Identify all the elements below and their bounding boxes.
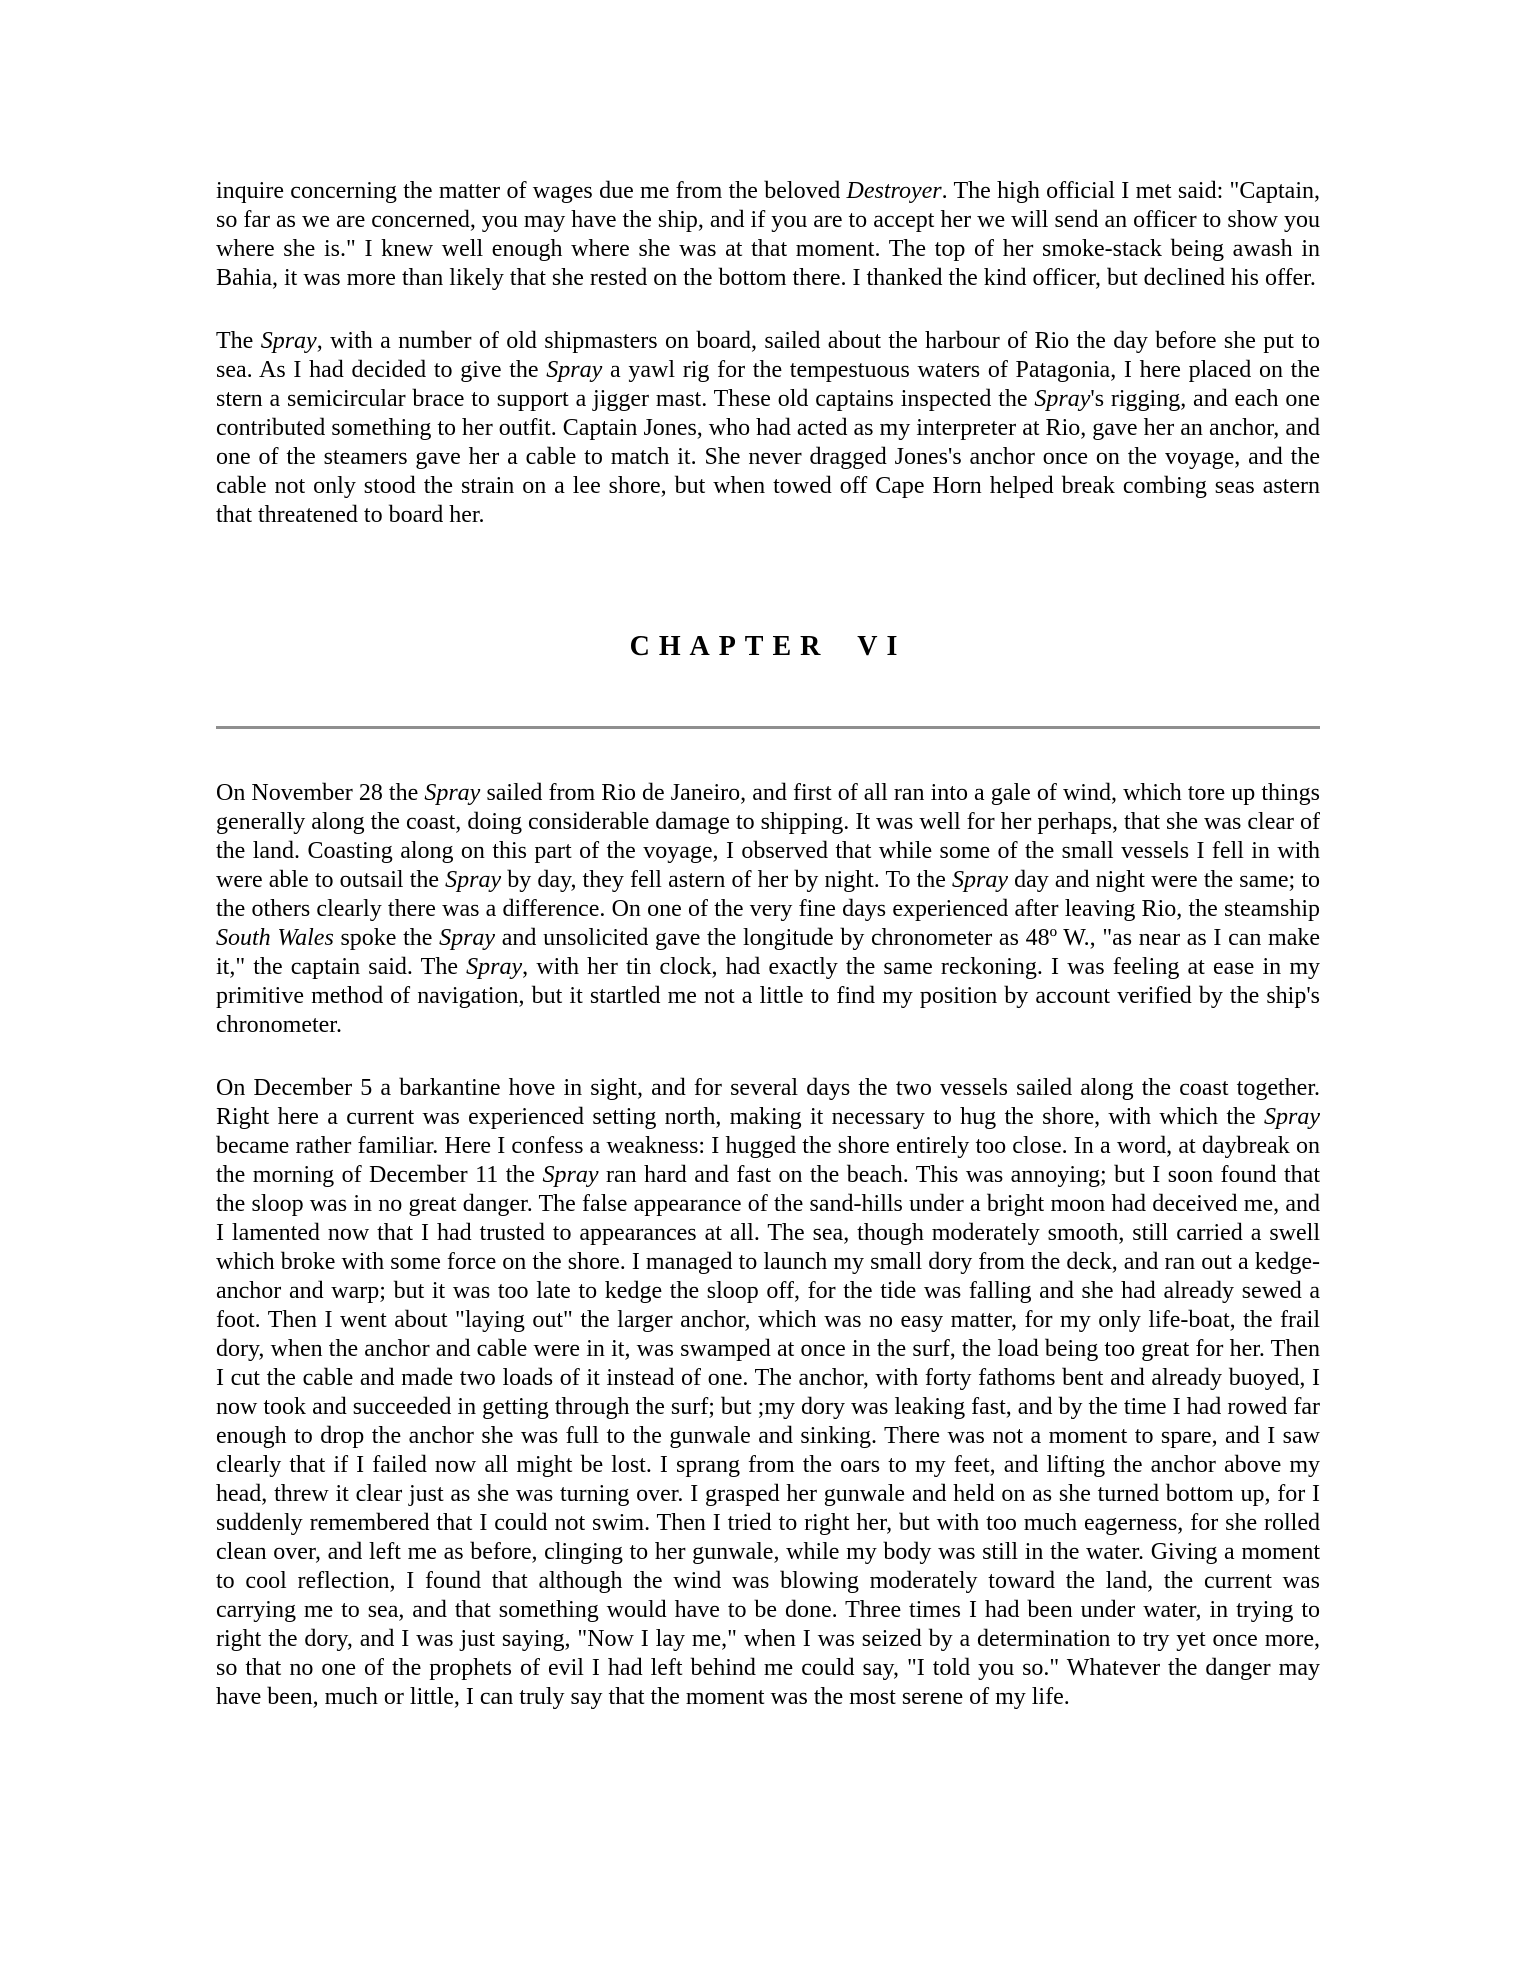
- italic-term: Spray: [1264, 1104, 1320, 1130]
- italic-term: Spray: [546, 357, 603, 383]
- paragraph-2: The Spray, with a number of old shipmasters on board, sailed about the harbour of Rio the day before she put to sea. As I had decided to give the Spray a yawl rig for the tempestuous waters of Patagonia, I here placed on the stern a semicircular brace to support a jigger mast. These old captains inspected the Spray's rigging, and each one contributed something to her outfit. Captain Jones, who had acted as my interpreter at Rio, gave her an anchor, and one of the steamers gave her a cable to match it. She never dragged Jones's anchor once on the voyage, and the cable not only stood the strain on a lee shore, but when towed off Cape Horn helped break combing seas astern that threatened to board her.: [216, 328, 1321, 528]
- text-column: [216, 0, 1320, 1712]
- chapter-heading: CHAPTER VI: [629, 631, 907, 662]
- italic-term: Spray: [466, 954, 523, 980]
- italic-term: Spray: [542, 1162, 599, 1188]
- italic-term: South Wales: [216, 925, 334, 951]
- italic-term: Spray: [1034, 386, 1091, 412]
- italic-term: Spray: [445, 867, 502, 893]
- italic-term: Spray: [260, 328, 317, 354]
- italic-term: Destroyer: [846, 178, 942, 204]
- paragraph-3: On November 28 the Spray sailed from Rio de Janeiro, and first of all ran into a gale of wind, which tore up things generally along the coast, doing considerable damage to shipping. It was well for her perhaps, that she was clear of the land. Coasting along on this part of the voyage, I observed that while some of the small vessels I fell in with were able to outsail the Spray by day, they fell astern of her by night. To the Spray day and night were the same; to the others clearly there was a difference. On one of the very fine days experienced after leaving Rio, the steamship South Wales spoke the Spray and unsolicited gave the longitude by chronometer as 48º W., "as near as I can make it," the captain said. The Spray, with her tin clock, had exactly the same reckoning. I was feeling at ease in my primitive method of navigation, but it startled me not a little to find my position by account verified by the ship's chronometer.: [216, 780, 1321, 1038]
- section-divider: [216, 726, 1320, 729]
- paragraph-4: On December 5 a barkantine hove in sight, and for several days the two vessels sailed along the coast together. Right here a current was experienced setting north, making it necessary to hug the shore, with which the Spray became rather familiar. Here I confess a weakness: I hugged the shore entirely too close. In a word, at daybreak on the morning of December 11 the Spray ran hard and fast on the beach. This was annoying; but I soon found that the sloop was in no great danger. The false appearance of the sand-hills under a bright moon had deceived me, and I lamented now that I had trusted to appearances at all. The sea, though moderately smooth, still carried a swell which broke with some force on the shore. I managed to launch my small dory from the deck, and ran out a kedge-anchor and warp; but it was too late to kedge the sloop off, for the tide was falling and she had already sewed a foot. Then I went about "laying out" the larger anchor, which was no easy matter, for my only life-boat, the frail dory, when the anchor and cable were in it, was swamped at once in the surf, the load being too great for her. Then I cut the cable and made two loads of it instead of one. The anchor, with forty fathoms bent and already buoyed, I now took and succeeded in getting through the surf; but ;my dory was leaking fast, and by the time I had rowed far enough to drop the anchor she was full to the gunwale and sinking. There was not a moment to spare, and I saw clearly that if I failed now all might be lost. I sprang from the oars to my feet, and lifting the anchor above my head, threw it clear just as she was turning over. I grasped her gunwale and held on as she turned bottom up, for I suddenly remembered that I could not swim. Then I tried to right her, but with too much eagerness, for she rolled clean over, and left me as before, clinging to her gunwale, while my body was still in the water. Giving a moment to cool reflection, I found that although the wind was blowing moderately toward the land, the current was carrying me to sea, and that something would have to be done. Three times I had been under water, in trying to right the dory, and I was just saying, "Now I lay me," when I was seized by a determination to try yet once more, so that no one of the prophets of evil I had left behind me could say, "I told you so." Whatever the danger may have been, much or little, I can truly say that the moment was the most serene of my life.: [216, 1075, 1321, 1710]
- italic-term: Spray: [952, 867, 1008, 893]
- italic-term: Spray: [424, 780, 481, 806]
- paragraph-1: inquire concerning the matter of wages due me from the beloved Destroyer. The high official I met said: "Captain, so far as we are concerned, you may have the ship, and if you are to accept her we will send an officer to show you where she is." I knew well enough where she was at that moment. The top of her smoke-stack being awash in Bahia, it was more than likely that she rested on the bottom there. I thanked the kind officer, but declined his offer.: [216, 178, 1320, 291]
- italic-term: Spray: [439, 925, 496, 951]
